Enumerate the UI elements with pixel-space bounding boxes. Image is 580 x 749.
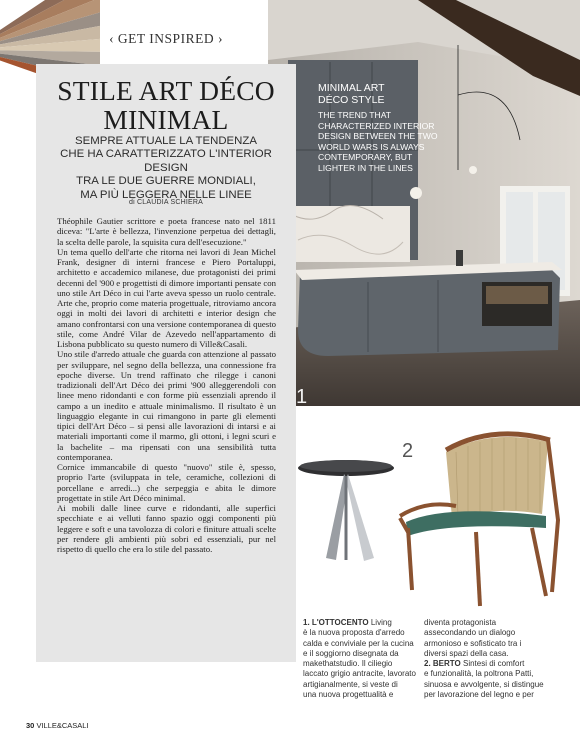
caption-column-2 xyxy=(424,618,564,700)
byline: di CLAUDIA SCHIERA xyxy=(128,199,203,206)
photo-number-1: 1 xyxy=(296,386,308,408)
body-paragraph: Un tema quello dell'arte che ritorna nei lavori di Jean Michel Frank, designer di interni francese e Piero Portaluppi, architetto e accademico milanese, due protagonisti dei primi decenni del '900 e progettisti di dimore importanti pensate con uno stile Art Déco in cui l'arte aveva spesso un ruolo centrale. Arte che, proprio come materia progettuale, ritroviamo ancora oggi in molti dei lavori di architetti e interior design che amano confrontarsi con una versione contemporanea di questo stile, come André Vilar de Azevedo nell'appartamento di Lisbona pubblicato su questo numero di Ville&Casali. xyxy=(57,246,276,349)
body-paragraph: Uno stile d'arredo attuale che guarda con attenzione al passato per sviluppare, nel segno della bellezza, una connessione fra epoche diverse. Un trend raffinato che rilegge i canoni tradizionali dell'Art Déco dei primi '900 alleggerendoli con linee meno ridondanti e con forme più essenziali aprendo il campo a un inedito e attuale minimalismo. Il risultato è un linguaggio elegante in cui rimangono in parte gli elementi tipici dell'Art Déco – si pensi alle lavorazioni di intarsi e ai materiali importanti come il marmo, gli ottoni, i legni scuri e la bachelite – ma ripensati con una sensibilità tutta contemporanea. xyxy=(57,349,276,462)
section-kicker: ‹ GET INSPIRED › xyxy=(109,31,223,46)
headline-line1: STILE ART DÉCO xyxy=(57,75,275,106)
caption-line: calda e conviviale per la cucina xyxy=(303,638,414,648)
photo-number-2: 2 xyxy=(402,440,414,462)
overlay-line: CHARACTERIZED INTERIOR xyxy=(318,120,435,131)
caption-line: armonioso e sofisticato tra i xyxy=(424,638,522,648)
deck-line: MA PIÙ LEGGERA NELLE LINEE xyxy=(80,188,252,201)
page-number: 30 xyxy=(26,721,35,730)
overlay-title-line2: DÉCO STYLE xyxy=(318,93,385,106)
overlay-line: CONTEMPORARY, BUT xyxy=(318,152,413,163)
caption-column-1 xyxy=(303,618,435,700)
caption-line: sinuosa e avvolgente, si distingue xyxy=(424,679,544,689)
kitchen-photo xyxy=(268,0,580,406)
caption-heading: 1. L'OTTOCENTO xyxy=(303,618,369,627)
overlay-title-line1: MINIMAL ART xyxy=(318,82,385,94)
caption-text: Living xyxy=(370,618,392,627)
caption-heading: 2. BERTO xyxy=(424,659,461,669)
caption-line xyxy=(424,659,564,669)
overlay-line: DESIGN BETWEEN THE TWO xyxy=(318,131,438,142)
caption-line: diventa protagonista xyxy=(424,618,497,627)
caption-line: e il soggiorno disegnata da xyxy=(303,648,399,658)
article-deck xyxy=(40,135,292,202)
body-paragraph: Théophile Gautier scrittore e poeta francese nato nel 1811 diceva: "L'arte è bellezza, l'invenzione perpetua dei dettagli, la scelta delle parole, la squisita cura dell'esecuzione." xyxy=(57,216,276,247)
caption-line: artigianalmente, si veste di xyxy=(303,679,398,689)
overlay-line: LIGHTER IN THE LINES xyxy=(318,162,413,173)
headline-line2: MINIMAL xyxy=(103,104,229,135)
caption-line: e funzionalità, la poltrona Patti, xyxy=(424,669,534,679)
overlay-title xyxy=(318,83,438,106)
page-folio xyxy=(26,721,89,730)
deck-line: SEMPRE ATTUALE LA TENDENZA xyxy=(75,135,257,147)
caption-line: per lavorazione del legno e per xyxy=(424,690,534,700)
article-headline xyxy=(40,76,292,134)
deck-line: TRA LE DUE GUERRE MONDIALI, xyxy=(76,175,256,188)
caption-line: è la nuova proposta d'arredo xyxy=(303,628,405,638)
overlay-line: THE TREND THAT xyxy=(318,110,392,120)
caption-line: una nuova progettualità e xyxy=(303,690,394,700)
magazine-name: VILLE&CASALI xyxy=(36,721,89,730)
caption-line xyxy=(303,618,435,628)
overlay-line: WORLD WARS IS ALWAYS xyxy=(318,141,425,152)
caption-line: assecondando un dialogo xyxy=(424,628,516,638)
armchair-and-table-photo xyxy=(296,420,580,620)
body-paragraph: Ai mobili dalle linee curve e ridondanti, alle superfici specchiate e ai velluti fanno spazio oggi componenti più leggere e soft e una tavolozza di colori e finiture attuali scelte per rendere gli ambienti più sobri ed essenziali, pur nel rispetto di quello che era lo stile del passato. xyxy=(57,503,276,554)
article-body xyxy=(57,216,276,554)
overlay-summary xyxy=(318,110,448,174)
caption-line: laccato grigio antracite, lavorato xyxy=(303,669,416,679)
deck-line: CHE HA CARATTERIZZATO L'INTERIOR DESIGN xyxy=(60,148,272,174)
caption-line: makethatstudio. Il ciliegio xyxy=(303,659,393,669)
caption-line: diversi spazi della casa. xyxy=(424,648,509,658)
caption-text: Sintesi di comfort xyxy=(462,659,525,669)
body-paragraph: Cornice immancabile di questo "nuovo" stile è, spesso, proprio l'arte (sviluppata in tele, ceramiche, collezioni di porcellane e arredi...) che serpeggia e abita le dimore progettate in stile Art Déco minimal. xyxy=(57,462,276,503)
